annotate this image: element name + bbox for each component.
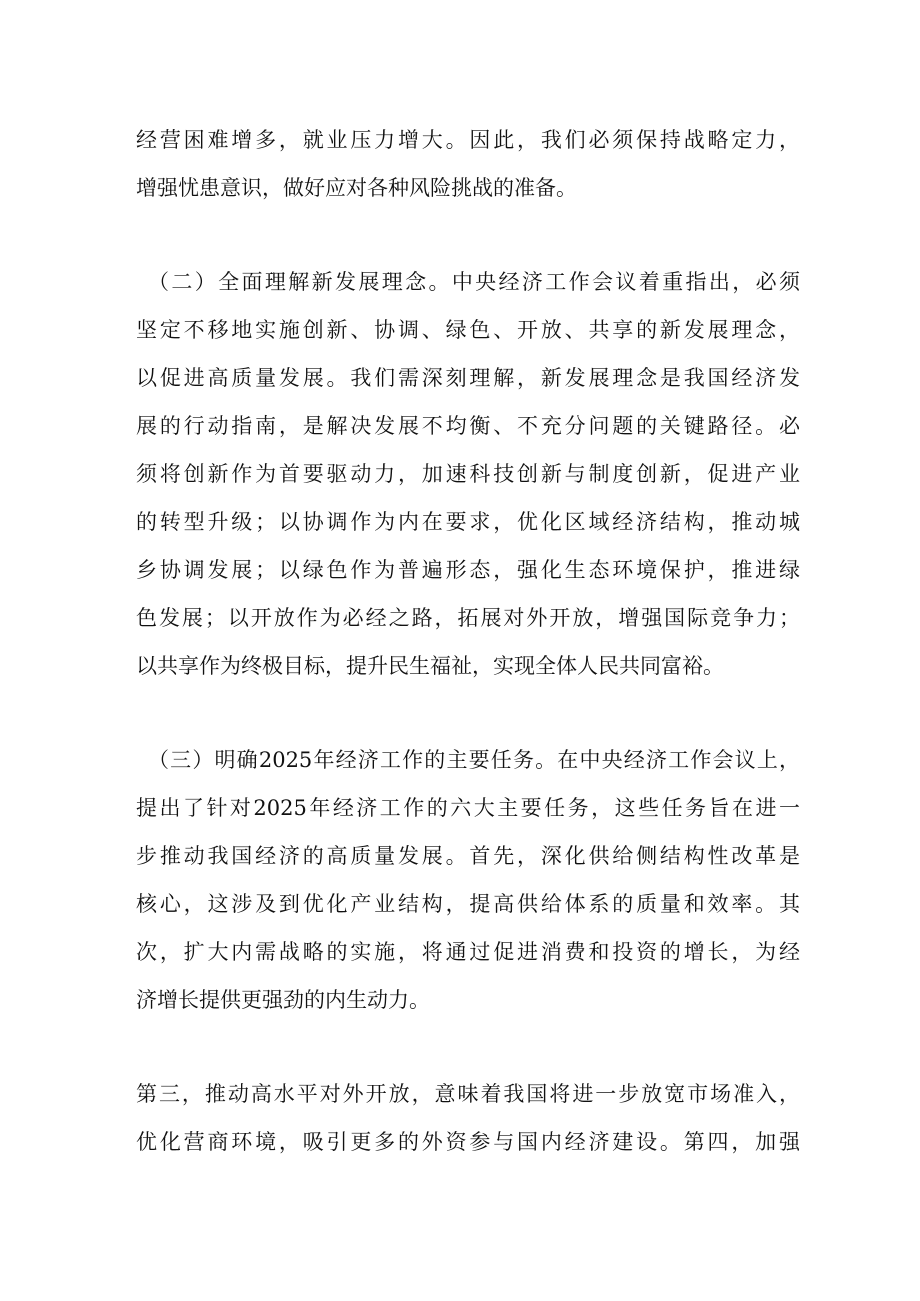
text-line: （三）明确2025年经济工作的主要任务。在中央经济工作会议上， bbox=[148, 748, 800, 772]
text-line: 以促进高质量发展。我们需深刻理解，新发展理念是我国经济发 bbox=[136, 366, 800, 390]
paragraph-4 bbox=[136, 1070, 800, 1166]
text-line: 经营困难增多，就业压力增大。因此，我们必须保持战略定力， bbox=[136, 128, 800, 152]
paragraph-2 bbox=[136, 258, 800, 690]
text-line: 展的行动指南，是解决发展不均衡、不充分问题的关键路径。必 bbox=[136, 414, 800, 438]
text-line: 核心，这涉及到优化产业结构，提高供给体系的质量和效率。其 bbox=[136, 892, 800, 916]
text-line: 济增长提供更强劲的内生动力。 bbox=[136, 988, 430, 1012]
text-line: 第三，推动高水平对外开放，意味着我国将进一步放宽市场准入， bbox=[136, 1082, 800, 1106]
text-line: 色发展；以开放作为必经之路，拓展对外开放，增强国际竞争力； bbox=[136, 606, 800, 630]
text-line: （二）全面理解新发展理念。中央经济工作会议着重指出，必须 bbox=[148, 270, 800, 294]
text-line: 坚定不移地实施创新、协调、绿色、开放、共享的新发展理念， bbox=[136, 318, 800, 342]
paragraph-1 bbox=[136, 116, 800, 212]
text-line: 提出了针对2025年经济工作的六大主要任务，这些任务旨在进一 bbox=[136, 796, 800, 820]
text-line: 须将创新作为首要驱动力，加速科技创新与制度创新，促进产业 bbox=[136, 462, 800, 486]
text-line: 以共享作为终极目标，提升民生福祉，实现全体人民共同富裕。 bbox=[136, 654, 724, 678]
text-line: 的转型升级；以协调作为内在要求，优化区域经济结构，推动城 bbox=[136, 510, 800, 534]
paragraph-3 bbox=[136, 736, 800, 1024]
text-line: 优化营商环境，吸引更多的外资参与国内经济建设。第四，加强 bbox=[136, 1130, 800, 1154]
text-line: 乡协调发展；以绿色作为普遍形态，强化生态环境保护，推进绿 bbox=[136, 558, 800, 582]
text-line: 次，扩大内需战略的实施，将通过促进消费和投资的增长，为经 bbox=[136, 940, 800, 964]
text-line: 步推动我国经济的高质量发展。首先，深化供给侧结构性改革是 bbox=[136, 844, 800, 868]
text-line: 增强忧患意识，做好应对各种风险挑战的准备。 bbox=[136, 176, 577, 200]
